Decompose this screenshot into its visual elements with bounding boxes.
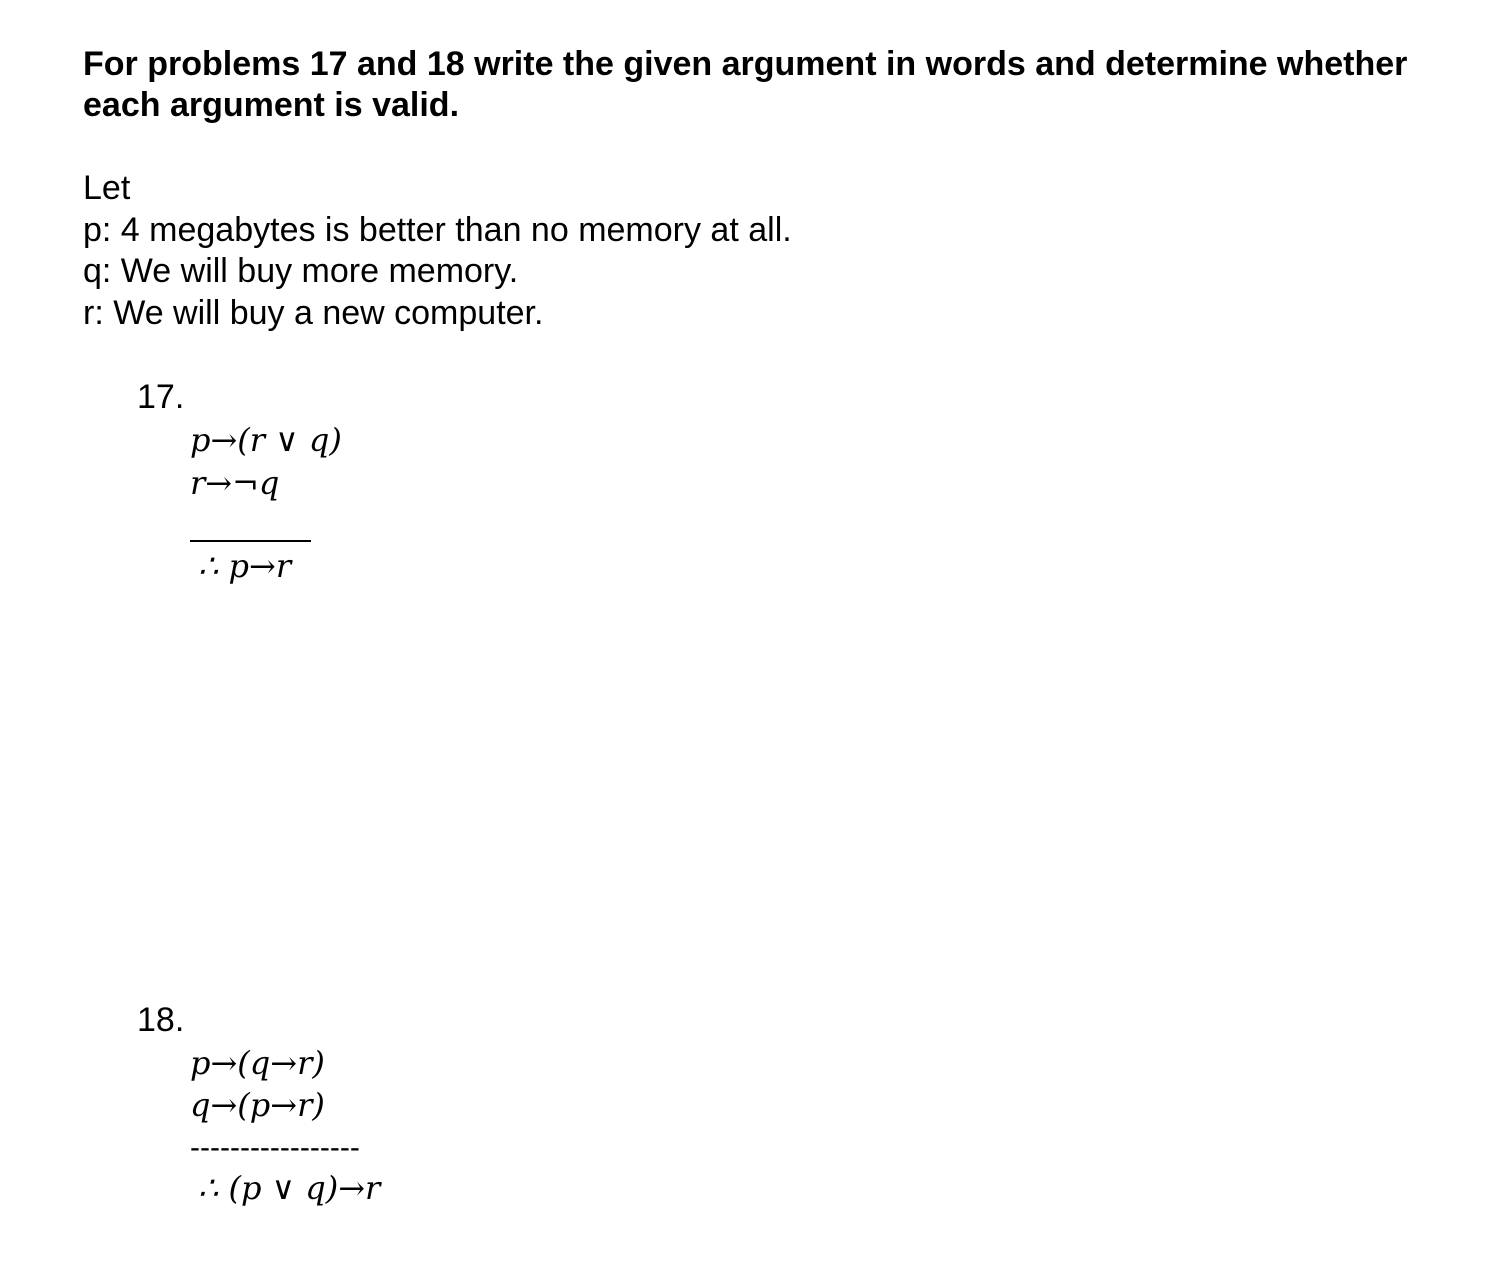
problem-18-premise-1: p→(q→r)	[190, 1044, 325, 1082]
definition-r: r: We will buy a new computer.	[83, 293, 544, 332]
problem-18-number: 18.	[137, 1001, 185, 1039]
problem-17-premise-2: r→¬q	[190, 464, 280, 502]
definition-q: q: We will buy more memory.	[83, 252, 519, 290]
problem-17-number: 17.	[137, 378, 185, 416]
variable-definitions	[83, 168, 792, 334]
problem-18-conclusion-rule: -----------------	[190, 1131, 360, 1164]
problem-18-premise-2: q→(p→r)	[190, 1086, 325, 1124]
definitions-intro: Let	[83, 169, 131, 207]
definition-p: p: 4 megabytes is better than no memory at all.	[83, 210, 792, 249]
problem-17-premise-1: p→(r ∨ q)	[190, 421, 342, 459]
instructions-heading: For problems 17 and 18 write the given argument in words and determine whether each argument is valid.	[83, 45, 1408, 124]
problem-17-conclusion-rule	[190, 540, 311, 542]
problem-17-conclusion: ∴ p→r	[198, 547, 292, 585]
problem-18-conclusion: ∴ (p ∨ q)→r	[198, 1169, 381, 1207]
